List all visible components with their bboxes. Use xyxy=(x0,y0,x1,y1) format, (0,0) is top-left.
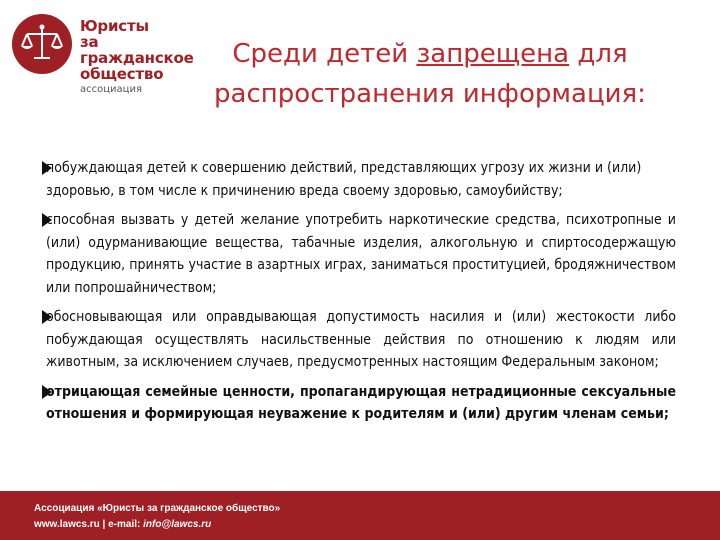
arrow-bullet-icon xyxy=(42,310,52,324)
title-part-1: Среди детей xyxy=(232,39,417,69)
arrow-bullet-icon xyxy=(42,161,52,175)
footer-association: Ассоциация «Юристы за гражданское общество» xyxy=(34,503,281,514)
list-item-text: обосновывающая или оправдывающая допустимость насилия и (или) жестокости либо побуждающая осуществлять насильственные действия по отношению к людям или животным, за исключением случаев, предусмотренных настоящим Федеральным законом; xyxy=(46,309,676,370)
title-underlined-word: запрещена xyxy=(416,39,570,69)
list-item-text: отрицающая семейные ценности, пропагандирующая нетрадиционные сексуальные отношения и формирующая неуважение к родителям и (или) другим членам семьи; xyxy=(46,383,676,422)
list-item xyxy=(46,157,646,202)
list-item-text: способная вызвать у детей желание употребить наркотические средства, психотропные и (или) одурманивающие вещества, табачные изделия, алкогольную и спиртосодержащую продукцию, принять участие в азартных играх, заниматься проституцией, бродяжничеством или попрошайничеством; xyxy=(46,212,676,296)
logo-line-1: Юристы xyxy=(80,17,149,35)
bullet-list xyxy=(46,157,676,433)
title-line-2: распространения информация: xyxy=(214,79,646,109)
footer-separator: | e-mail: xyxy=(99,519,144,530)
title-part-2: для xyxy=(569,39,628,69)
slide-title xyxy=(150,34,710,114)
footer-site-link[interactable]: www.lawcs.ru xyxy=(34,519,100,530)
list-item xyxy=(46,306,676,374)
list-item xyxy=(46,381,676,426)
arrow-bullet-icon xyxy=(42,213,52,227)
footer-contacts xyxy=(34,519,211,530)
arrow-bullet-icon xyxy=(42,385,52,399)
footer-email-link[interactable]: info@lawcs.ru xyxy=(143,519,212,530)
logo-subtitle: ассоциация xyxy=(80,84,142,95)
list-item xyxy=(46,209,676,299)
logo-line-3: общество xyxy=(80,65,164,83)
logo-line-2: за гражданское xyxy=(80,33,194,67)
scales-icon xyxy=(12,14,72,74)
footer xyxy=(0,491,720,540)
list-item-text: побуждающая детей к совершению действий, представляющих угрозу их жизни и (или) здоровью, в том числе к причинению вреда своему здоровью, самоубийству; xyxy=(46,160,642,199)
